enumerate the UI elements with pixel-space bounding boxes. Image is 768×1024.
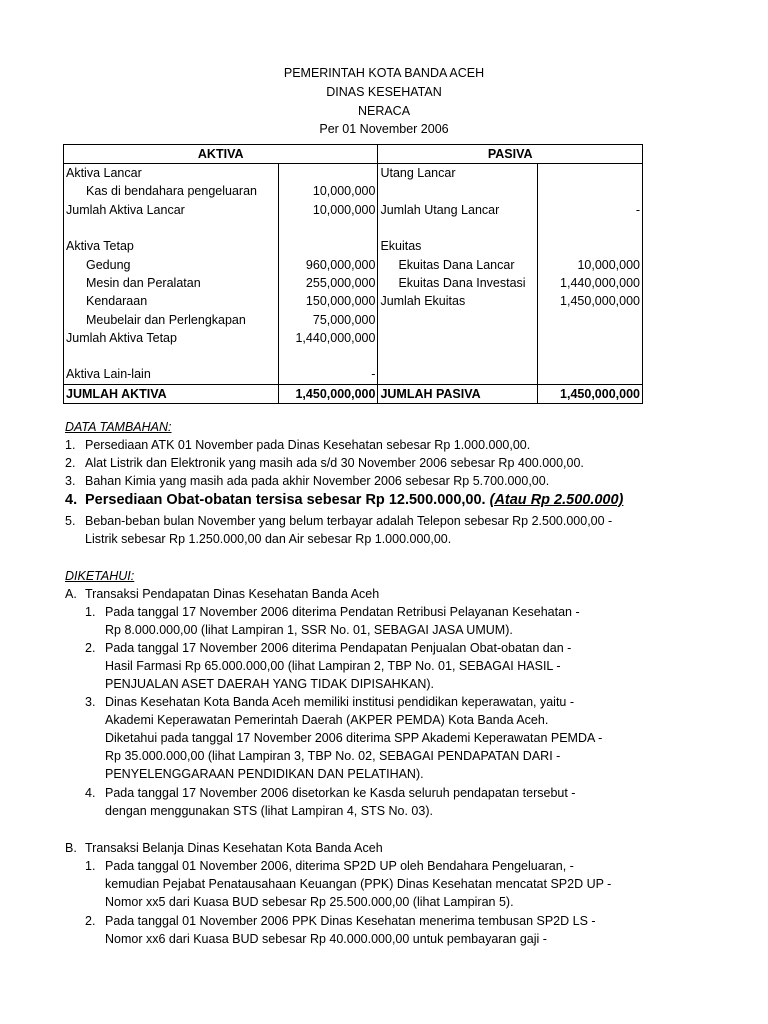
list-item-number: 2.: [85, 914, 96, 928]
aktiva-value: [278, 347, 378, 365]
aktiva-value: 255,000,000: [278, 274, 378, 292]
list-item: Bahan Kimia yang masih ada pada akhir November 2006 sebesar Rp 5.700.000,00.: [85, 474, 550, 488]
aktiva-label: Aktiva Lain-lain: [64, 365, 279, 384]
pasiva-value: [538, 365, 643, 384]
pasiva-label: Jumlah Utang Lancar: [378, 201, 538, 219]
list-item-number: 3.: [65, 474, 76, 488]
pasiva-value: 10,000,000: [538, 255, 643, 273]
pasiva-value: [538, 329, 643, 347]
table-row: [64, 292, 643, 310]
list-item-number: 2.: [85, 641, 96, 655]
aktiva-label: Aktiva Lancar: [64, 164, 279, 183]
pasiva-label: [378, 182, 538, 200]
pasiva-value: 1,440,000,000: [538, 274, 643, 292]
aktiva-value: 960,000,000: [278, 255, 378, 273]
list-item-line: Pada tanggal 17 November 2006 diterima Pendatan Retribusi Pelayanan Kesehatan -: [105, 605, 580, 619]
pasiva-value: 1,450,000,000: [538, 292, 643, 310]
aktiva-label: Mesin dan Peralatan: [64, 274, 279, 292]
list-item-line: PENYELENGGARAAN PENDIDIKAN DAN PELATIHAN).: [105, 767, 424, 781]
list-item-text: Persediaan Obat-obatan tersisa sebesar Rp 12.500.000,00.: [85, 492, 486, 508]
total-pasiva-label: JUMLAH PASIVA: [378, 384, 538, 403]
list-item-line: Rp 8.000.000,00 (lihat Lampiran 1, SSR No. 01, SEBAGAI JASA UMUM).: [105, 623, 513, 637]
aktiva-value: [278, 219, 378, 237]
list-item-line: Nomor xx5 dari Kuasa BUD sebesar Rp 25.500.000,00 (lihat Lampiran 5).: [105, 895, 514, 909]
aktiva-value: -: [278, 365, 378, 384]
aktiva-value: 150,000,000: [278, 292, 378, 310]
list-item: Persediaan ATK 01 November pada Dinas Kesehatan sebesar Rp 1.000.000,00.: [85, 438, 531, 452]
list-item-number: 3.: [85, 695, 96, 709]
table-header-row: [64, 145, 643, 164]
data-tambahan-title: DATA TAMBAHAN:: [65, 420, 172, 434]
list-item-emphasized: [85, 491, 623, 509]
list-item-line: Pada tanggal 01 November 2006 PPK Dinas Kesehatan menerima tembusan SP2D LS -: [105, 914, 596, 928]
list-item-line: Pada tanggal 17 November 2006 diterima Pendapatan Penjualan Obat-obatan dan -: [105, 641, 572, 655]
total-aktiva-label: JUMLAH AKTIVA: [64, 384, 279, 403]
list-item-number: 1.: [85, 605, 96, 619]
header-line-2: DINAS KESEHATAN: [326, 85, 442, 99]
pasiva-value: [538, 219, 643, 237]
aktiva-header: AKTIVA: [64, 145, 378, 164]
list-item-line: PENJUALAN ASET DAERAH YANG TIDAK DIPISAHKAN).: [105, 677, 435, 691]
diketahui-title: DIKETAHUI:: [65, 569, 135, 583]
table-row: [64, 347, 643, 365]
aktiva-label: Jumlah Aktiva Lancar: [64, 201, 279, 219]
aktiva-value: [278, 237, 378, 255]
section-a-title: Transaksi Pendapatan Dinas Kesehatan Banda Aceh: [85, 587, 380, 601]
table-row: [64, 219, 643, 237]
pasiva-label: [378, 365, 538, 384]
aktiva-value: 1,440,000,000: [278, 329, 378, 347]
list-item-line: dengan menggunakan STS (lihat Lampiran 4, STS No. 03).: [105, 804, 433, 818]
aktiva-value: 10,000,000: [278, 182, 378, 200]
table-row: [64, 255, 643, 273]
list-item: Beban-beban bulan November yang belum terbayar adalah Telepon sebesar Rp 2.500.000,00 -: [85, 514, 613, 528]
list-item-line: Diketahui pada tanggal 17 November 2006 diterima SPP Akademi Keperawatan PEMDA -: [105, 731, 603, 745]
list-item-number: 2.: [65, 456, 76, 470]
list-item-line: Rp 35.000.000,00 (lihat Lampiran 3, TBP No. 02, SEBAGAI PENDAPATAN DARI -: [105, 749, 561, 763]
aktiva-label: [64, 219, 279, 237]
list-item-line: Dinas Kesehatan Kota Banda Aceh memiliki institusi pendidikan keperawatan, yaitu -: [105, 695, 575, 709]
pasiva-label: Utang Lancar: [378, 164, 538, 183]
section-a-label: A.: [65, 587, 77, 601]
aktiva-label: Kas di bendahara pengeluaran: [64, 182, 279, 200]
total-pasiva-value: 1,450,000,000: [538, 384, 643, 403]
pasiva-value: [538, 237, 643, 255]
pasiva-value: -: [538, 201, 643, 219]
table-row: [64, 365, 643, 384]
table-row: [64, 182, 643, 200]
aktiva-value: 75,000,000: [278, 310, 378, 328]
list-item-line: Pada tanggal 01 November 2006, diterima SP2D UP oleh Bendahara Pengeluaran, -: [105, 859, 574, 873]
list-item-line: Pada tanggal 17 November 2006 disetorkan ke Kasda seluruh pendapatan tersebut -: [105, 786, 576, 800]
aktiva-label: Aktiva Tetap: [64, 237, 279, 255]
list-item-note: (Atau Rp 2.500.000): [489, 492, 624, 508]
pasiva-label: [378, 310, 538, 328]
pasiva-value: [538, 182, 643, 200]
list-item-line: Hasil Farmasi Rp 65.000.000,00 (lihat Lampiran 2, TBP No. 01, SEBAGAI HASIL -: [105, 659, 561, 673]
list-item-number: 4.: [65, 492, 78, 508]
table-row: [64, 310, 643, 328]
list-item-line: kemudian Pejabat Penatausahaan Keuangan (PPK) Dinas Kesehatan mencatat SP2D UP -: [105, 877, 612, 891]
header-line-1: PEMERINTAH KOTA BANDA ACEH: [283, 66, 485, 80]
header-line-3: NERACA: [357, 104, 411, 118]
table-row: [64, 329, 643, 347]
total-aktiva-value: 1,450,000,000: [278, 384, 378, 403]
aktiva-value: [278, 164, 378, 183]
pasiva-label: [378, 347, 538, 365]
table-row: [64, 237, 643, 255]
aktiva-label: Jumlah Aktiva Tetap: [64, 329, 279, 347]
list-item-number: 1.: [65, 438, 76, 452]
pasiva-label: Jumlah Ekuitas: [378, 292, 538, 310]
pasiva-header: PASIVA: [378, 145, 643, 164]
aktiva-value: 10,000,000: [278, 201, 378, 219]
table-row: [64, 274, 643, 292]
table-row: [64, 164, 643, 183]
section-b-label: B.: [65, 841, 77, 855]
pasiva-label: Ekuitas Dana Investasi: [378, 274, 538, 292]
aktiva-label: Kendaraan: [64, 292, 279, 310]
balance-sheet-table: [63, 144, 643, 404]
list-item-number: 5.: [65, 514, 76, 528]
pasiva-value: [538, 347, 643, 365]
list-item-line: Akademi Keperawatan Pemerintah Daerah (AKPER PEMDA) Kota Banda Aceh.: [105, 713, 549, 727]
aktiva-label: Meubelair dan Perlengkapan: [64, 310, 279, 328]
header-line-4: Per 01 November 2006: [319, 122, 449, 136]
list-item-continuation: Listrik sebesar Rp 1.250.000,00 dan Air sebesar Rp 1.000.000,00.: [85, 532, 452, 546]
list-item-line: Nomor xx6 dari Kuasa BUD sebesar Rp 40.000.000,00 untuk pembayaran gaji -: [105, 932, 547, 946]
aktiva-label: Gedung: [64, 255, 279, 273]
table-total-row: [64, 384, 643, 403]
table-row: [64, 201, 643, 219]
pasiva-value: [538, 310, 643, 328]
aktiva-label: [64, 347, 279, 365]
list-item-number: 4.: [85, 786, 96, 800]
list-item-number: 1.: [85, 859, 96, 873]
list-item: Alat Listrik dan Elektronik yang masih ada s/d 30 November 2006 sebesar Rp 400.000,00.: [85, 456, 584, 470]
pasiva-value: [538, 164, 643, 183]
section-b-title: Transaksi Belanja Dinas Kesehatan Kota Banda Aceh: [85, 841, 383, 855]
pasiva-label: [378, 329, 538, 347]
pasiva-label: [378, 219, 538, 237]
pasiva-label: Ekuitas Dana Lancar: [378, 255, 538, 273]
pasiva-label: Ekuitas: [378, 237, 538, 255]
